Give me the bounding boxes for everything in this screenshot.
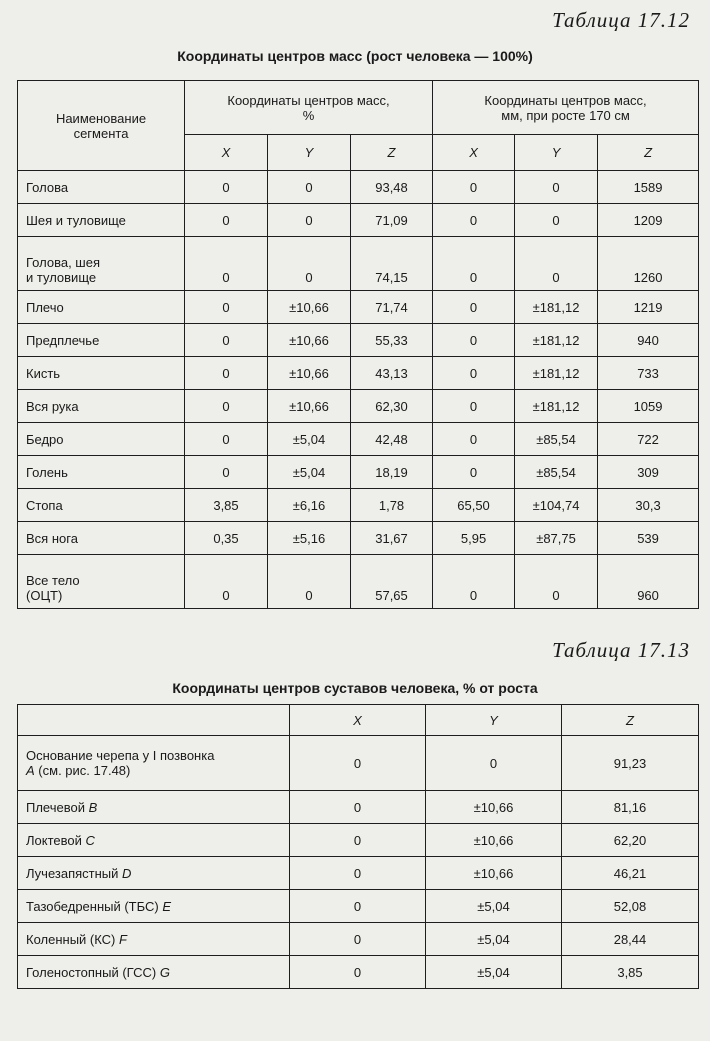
cell-y: ±10,66 (426, 824, 562, 857)
joint-name (18, 956, 290, 989)
cell-z-percent: 18,19 (351, 456, 433, 489)
cell-x-percent: 0 (185, 237, 268, 291)
cell-z-percent: 71,09 (351, 204, 433, 237)
axis-z-mm: Z (598, 135, 699, 171)
cell-y-percent: ±5,04 (268, 423, 351, 456)
cell-x-mm: 0 (433, 423, 515, 456)
cell-z-mm: 1260 (598, 237, 699, 291)
joint-symbol: E (162, 898, 172, 914)
joint-label: Плечевой (26, 799, 85, 815)
cell-z-percent: 74,15 (351, 237, 433, 291)
table-row (18, 357, 699, 390)
cell-z: 46,21 (562, 857, 699, 890)
table-17-13-number: Таблица 17.13 (552, 638, 690, 662)
cell-x-percent: 0 (185, 204, 268, 237)
segment-name: Все тело (ОЦТ) (18, 555, 185, 609)
cell-x-mm: 0 (433, 237, 515, 291)
cell-x-mm: 0 (433, 324, 515, 357)
cell-y-mm: ±85,54 (515, 456, 598, 489)
cell-x-percent: 0 (185, 390, 268, 423)
table-row (18, 291, 699, 324)
cell-y-percent: 0 (268, 204, 351, 237)
table-17-12-title: Координаты центров масс (рост человека — 100%) (177, 48, 533, 64)
joint-label: Основание черепа у I позвонка (26, 748, 215, 763)
axis-y-percent: Y (268, 135, 351, 171)
cell-x-percent: 0 (185, 357, 268, 390)
joint-name (18, 736, 290, 791)
cell-y: ±5,04 (426, 890, 562, 923)
cell-x-percent: 0 (185, 423, 268, 456)
cell-x-mm: 0 (433, 456, 515, 489)
joint-label: Лучезапястный (26, 865, 119, 881)
cell-x-percent: 3,85 (185, 489, 268, 522)
table-row (18, 522, 699, 555)
header-coords-percent: Координаты центров масс, % (185, 81, 433, 135)
cell-x-mm: 0 (433, 291, 515, 324)
axis-y: Y (426, 705, 562, 736)
table-row (18, 390, 699, 423)
header-segment-name: Наименование сегмента (18, 81, 185, 171)
joint-label-line2: (см. рис. 17.48) (38, 763, 131, 778)
cell-x-mm: 5,95 (433, 522, 515, 555)
axis-x-percent: X (185, 135, 268, 171)
cell-z-mm: 1059 (598, 390, 699, 423)
cell-z-mm: 309 (598, 456, 699, 489)
joint-symbol: D (122, 865, 132, 881)
joint-name (18, 824, 290, 857)
cell-y-mm: 0 (515, 555, 598, 609)
segment-name: Кисть (18, 357, 185, 390)
joint-symbol: G (159, 964, 170, 980)
cell-z: 91,23 (562, 736, 699, 791)
cell-x-percent: 0,35 (185, 522, 268, 555)
cell-z: 3,85 (562, 956, 699, 989)
cell-y-mm: ±85,54 (515, 423, 598, 456)
table-row (18, 890, 699, 923)
joint-label: Тазобедренный (ТБС) (26, 898, 159, 914)
table-row (18, 956, 699, 989)
cell-y-percent: ±5,16 (268, 522, 351, 555)
cell-z-percent: 62,30 (351, 390, 433, 423)
joint-name (18, 923, 290, 956)
cell-x-mm: 0 (433, 171, 515, 204)
cell-y-percent: ±10,66 (268, 390, 351, 423)
cell-y: ±10,66 (426, 857, 562, 890)
cell-z: 62,20 (562, 824, 699, 857)
cell-x-percent: 0 (185, 456, 268, 489)
cell-y-mm: ±104,74 (515, 489, 598, 522)
axis-z: Z (562, 705, 699, 736)
joint-label: Коленный (КС) (26, 931, 116, 947)
table-row (18, 824, 699, 857)
cell-x: 0 (290, 923, 426, 956)
header-coords-mm: Координаты центров масс, мм, при росте 170 см (433, 81, 699, 135)
cell-y-percent: ±10,66 (268, 357, 351, 390)
cell-y-percent: 0 (268, 237, 351, 291)
cell-x-percent: 0 (185, 171, 268, 204)
cell-y-mm: ±181,12 (515, 324, 598, 357)
table-row (18, 423, 699, 456)
cell-x: 0 (290, 857, 426, 890)
cell-z-mm: 733 (598, 357, 699, 390)
cell-z-mm: 30,3 (598, 489, 699, 522)
table-17-13-title: Координаты центров суставов человека, % от роста (172, 680, 538, 696)
cell-x-percent: 0 (185, 324, 268, 357)
cell-y-mm: 0 (515, 171, 598, 204)
cell-y: ±5,04 (426, 956, 562, 989)
table-row (18, 456, 699, 489)
table-row (18, 791, 699, 824)
table-17-13 (17, 704, 699, 989)
cell-z-mm: 539 (598, 522, 699, 555)
cell-x: 0 (290, 824, 426, 857)
segment-name: Бедро (18, 423, 185, 456)
segment-name: Вся рука (18, 390, 185, 423)
cell-y: ±5,04 (426, 923, 562, 956)
cell-y-mm: 0 (515, 204, 598, 237)
cell-y-mm: ±181,12 (515, 357, 598, 390)
joint-symbol: A (26, 763, 35, 778)
cell-x: 0 (290, 791, 426, 824)
cell-z-percent: 55,33 (351, 324, 433, 357)
cell-y-mm: ±181,12 (515, 291, 598, 324)
joint-label: Голеностопный (ГСС) (26, 964, 157, 980)
axis-x-mm: X (433, 135, 515, 171)
cell-z-percent: 43,13 (351, 357, 433, 390)
table-row (18, 555, 699, 609)
segment-name: Стопа (18, 489, 185, 522)
table-17-12-number: Таблица 17.12 (552, 8, 690, 32)
cell-y-percent: 0 (268, 555, 351, 609)
cell-z: 81,16 (562, 791, 699, 824)
cell-x-mm: 0 (433, 555, 515, 609)
table-row (18, 171, 699, 204)
table-row (18, 923, 699, 956)
cell-z: 52,08 (562, 890, 699, 923)
cell-y: 0 (426, 736, 562, 791)
segment-name: Вся нога (18, 522, 185, 555)
cell-y-mm: ±181,12 (515, 390, 598, 423)
cell-x-mm: 0 (433, 390, 515, 423)
cell-z-mm: 1219 (598, 291, 699, 324)
cell-y-percent: ±6,16 (268, 489, 351, 522)
cell-x: 0 (290, 736, 426, 791)
table-row (18, 489, 699, 522)
cell-z-percent: 93,48 (351, 171, 433, 204)
joint-symbol: F (119, 931, 127, 947)
segment-name: Шея и туловище (18, 204, 185, 237)
cell-x: 0 (290, 890, 426, 923)
cell-y-percent: ±5,04 (268, 456, 351, 489)
cell-x-mm: 65,50 (433, 489, 515, 522)
cell-z: 28,44 (562, 923, 699, 956)
cell-y-percent: ±10,66 (268, 324, 351, 357)
table-row (18, 857, 699, 890)
axis-y-mm: Y (515, 135, 598, 171)
cell-y-mm: ±87,75 (515, 522, 598, 555)
axis-z-percent: Z (351, 135, 433, 171)
cell-x-percent: 0 (185, 555, 268, 609)
cell-z-percent: 42,48 (351, 423, 433, 456)
cell-z-mm: 1589 (598, 171, 699, 204)
cell-z-mm: 960 (598, 555, 699, 609)
joint-symbol: B (88, 799, 98, 815)
joint-name (18, 890, 290, 923)
cell-z-mm: 940 (598, 324, 699, 357)
joint-name (18, 791, 290, 824)
joint-label: Локтевой (26, 832, 82, 848)
table-17-12 (17, 80, 699, 609)
segment-name: Предплечье (18, 324, 185, 357)
cell-y-percent: 0 (268, 171, 351, 204)
joint-symbol: C (85, 832, 95, 848)
cell-x-percent: 0 (185, 291, 268, 324)
cell-x: 0 (290, 956, 426, 989)
cell-z-percent: 31,67 (351, 522, 433, 555)
cell-x-mm: 0 (433, 357, 515, 390)
table-row (18, 324, 699, 357)
cell-z-percent: 71,74 (351, 291, 433, 324)
cell-y-percent: ±10,66 (268, 291, 351, 324)
cell-y: ±10,66 (426, 791, 562, 824)
cell-z-percent: 1,78 (351, 489, 433, 522)
table-row (18, 237, 699, 291)
cell-z-mm: 1209 (598, 204, 699, 237)
joint-name (18, 857, 290, 890)
table-row (18, 204, 699, 237)
cell-z-mm: 722 (598, 423, 699, 456)
axis-x: X (290, 705, 426, 736)
segment-name: Плечо (18, 291, 185, 324)
cell-x-mm: 0 (433, 204, 515, 237)
segment-name: Голова (18, 171, 185, 204)
segment-name: Голова, шея и туловище (18, 237, 185, 291)
cell-y-mm: 0 (515, 237, 598, 291)
header-joint-name (18, 705, 290, 736)
segment-name: Голень (18, 456, 185, 489)
cell-z-percent: 57,65 (351, 555, 433, 609)
table-row (18, 736, 699, 791)
